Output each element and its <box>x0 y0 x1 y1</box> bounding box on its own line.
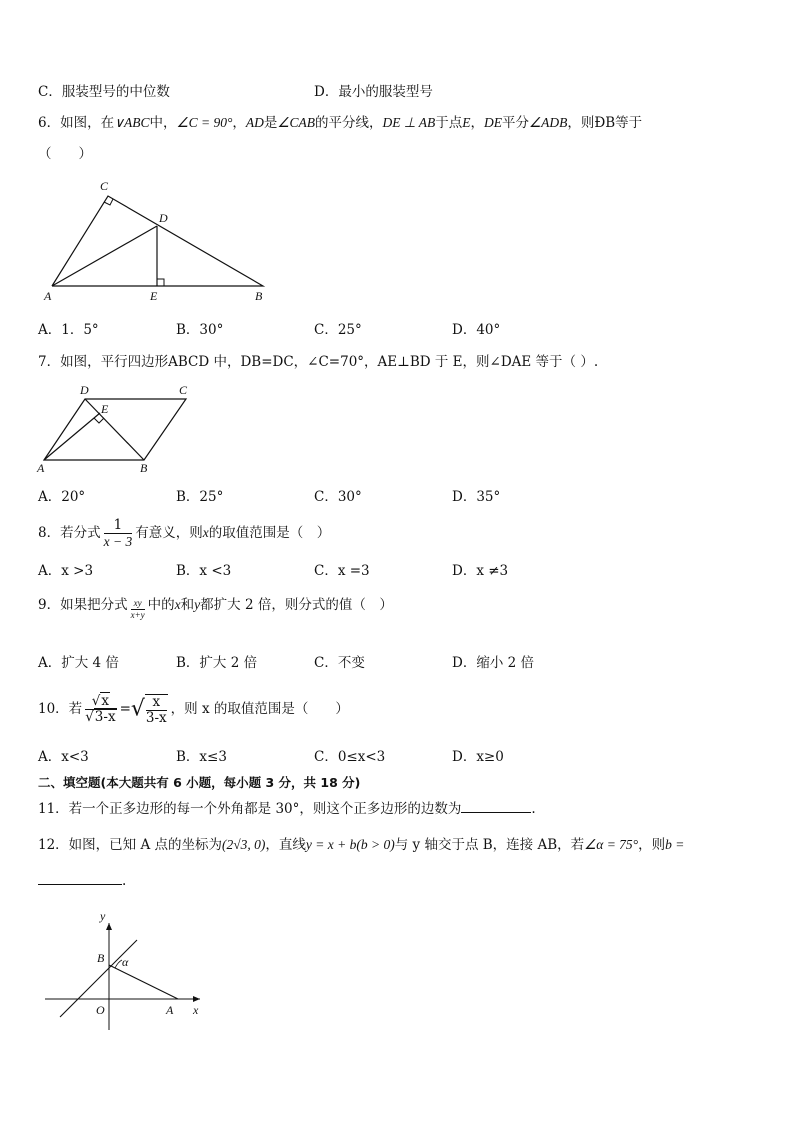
q6-label-b: B <box>255 289 263 303</box>
q12-label-x: x <box>193 1003 199 1017</box>
q7-label-e: E <box>101 402 109 416</box>
q6-answer-paren: （ ） <box>38 146 92 162</box>
q7-label-d: D <box>80 383 89 397</box>
q9-option-c: C．不变 <box>314 655 365 671</box>
q9-option-b: B．扩大 2 倍 <box>176 655 258 671</box>
q9-fraction: $\frac{xy}{x+y}$ <box>130 598 145 620</box>
q8-option-a: A．x >3 <box>38 563 94 579</box>
q6-label-c: C <box>100 179 109 193</box>
q6-label-a: A <box>44 289 52 303</box>
q6-option-b: B．30° <box>176 322 224 338</box>
q6-option-c: C．25° <box>314 322 362 338</box>
q10-stem: 10．若 $\frac{√x}{√3-x}$ =√ $\frac{x}{3-x}$ ，则 x 的取值范围是（ ） <box>38 693 349 726</box>
q12-answer-line: . <box>38 872 126 890</box>
q6-label-e: E <box>150 289 158 303</box>
q7-option-d: D．35° <box>452 489 501 505</box>
q7-option-a: A．20° <box>38 489 86 505</box>
q7-label-c: C <box>179 383 188 397</box>
q12-label-a: A <box>166 1003 174 1017</box>
q12-label-alpha: α <box>122 955 129 969</box>
q12-label-o: O <box>96 1003 105 1017</box>
q9-stem: 9．如果把分式 $\frac{xy}{x+y}$ 中的x和y都扩大 2 倍，则分式的值（ ） <box>38 597 393 620</box>
q7-stem: 7．如图，平行四边形ABCD 中，DB=DC，∠C=70°，AE⊥BD 于 E，则∠DAE 等于（ ）. <box>38 354 599 370</box>
q10-option-a: A．x<3 <box>38 749 89 765</box>
q8-option-b: B．x <3 <box>176 563 232 579</box>
q9-option-d: D．缩小 2 倍 <box>452 655 534 671</box>
q10-option-b: B．x≤3 <box>176 749 227 765</box>
q12-label-y: y <box>100 909 106 923</box>
q11-stem: 11．若一个正多边形的每一个外角都是 30°，则这个正多边形的边数为 . <box>38 801 536 817</box>
q8-fraction: $\frac{1}{x - 3}$ <box>103 517 133 549</box>
q6-stem: 6．如图，在∨ABC中，∠C = 90°，AD是∠CAB的平分线，DE ⊥ AB于点E，DE平分∠ADB，则ÐB等于 <box>38 115 643 131</box>
q6-option-a: A．1．5° <box>38 322 99 338</box>
q7-option-c: C．30° <box>314 489 362 505</box>
q7-label-a: A <box>37 461 45 475</box>
q7-option-b: B．25° <box>176 489 224 505</box>
q10-right-fraction: $\frac{x}{3-x}$ <box>145 693 167 726</box>
q6-label-d: D <box>159 211 168 225</box>
q6-option-d: D．40° <box>452 322 501 338</box>
q10-option-c: C．0≤x<3 <box>314 749 386 765</box>
q7-label-b: B <box>140 461 148 475</box>
q10-left-fraction: $\frac{√x}{√3-x}$ <box>85 693 116 725</box>
q10-option-d: D．x≥0 <box>452 749 504 765</box>
q8-stem: 8．若分式 $\frac{1}{x - 3}$ 有意义，则x的取值范围是（ ） <box>38 517 331 549</box>
q5-option-d: D．最小的服装型号 <box>314 84 433 100</box>
q5-option-c: C．服装型号的中位数 <box>38 84 170 100</box>
section-2-heading: 二、填空题(本大题共有 6 小题，每小题 3 分，共 18 分) <box>38 775 361 790</box>
q8-option-c: C．x =3 <box>314 563 370 579</box>
q9-option-a: A．扩大 4 倍 <box>38 655 119 671</box>
q12-label-b: B <box>97 951 105 965</box>
q8-option-d: D．x ≠3 <box>452 563 509 579</box>
q12-stem: 12．如图，已知 A 点的坐标为(2√3, 0)，直线y = x + b(b > 0)与 y 轴交于点 B，连接 AB，若∠α = 75°，则b = <box>38 837 685 853</box>
